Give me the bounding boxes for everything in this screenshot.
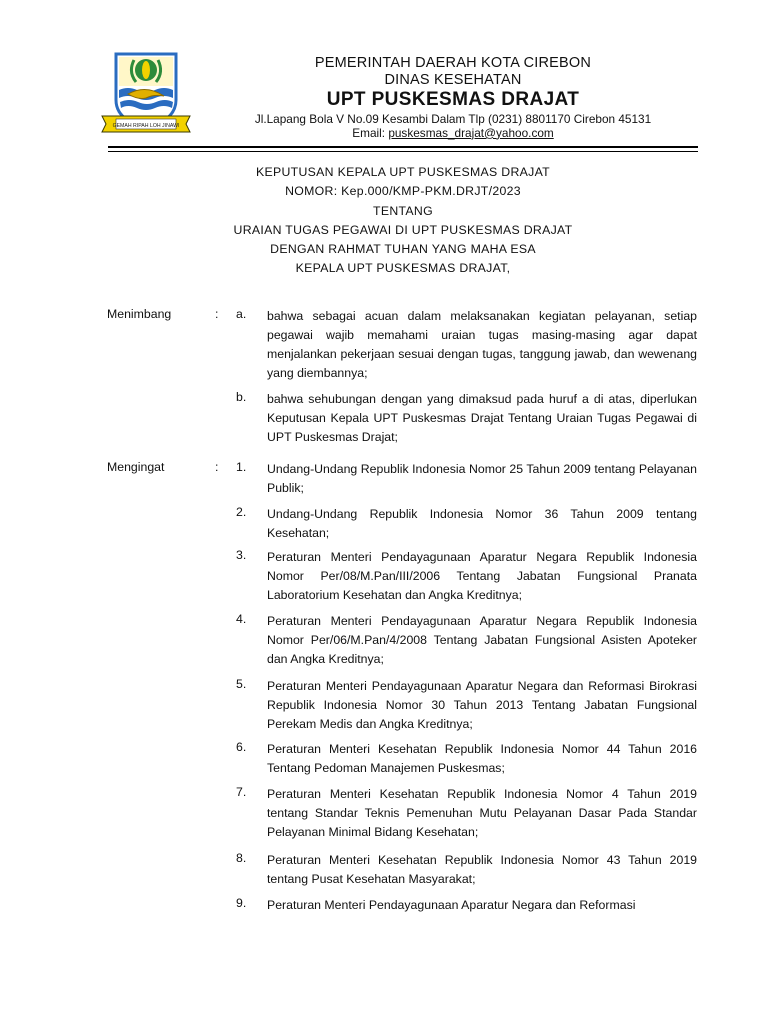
decree-title (108, 163, 698, 279)
item-text: Peraturan Menteri Pendayagunaan Aparatur Negara Republik Indonesia Nomor Per/06/M.Pan/4/2008 Tentang Jabatan Fungsional Asisten Apoteker dan Angka Kreditnya; (267, 614, 697, 666)
item-number: 2. (236, 505, 247, 519)
email-link[interactable]: puskesmas_drajat@yahoo.com (388, 125, 554, 140)
item-text: Peraturan Menteri Pendayagunaan Aparatur Negara dan Reformasi Birokrasi Republik Indonesia Nomor 30 Tahun 2013 Tentang Jabatan Fungsional Perekam Medis dan Angka Kreditnya; (267, 679, 697, 731)
item-text: Undang-Undang Republik Indonesia Nomor 36 Tahun 2009 tentang Kesehatan; (267, 507, 697, 540)
item-number: 4. (236, 612, 247, 626)
item-number: 1. (236, 460, 247, 474)
item-text: bahwa sehubungan dengan yang dimaksud pada huruf a di atas, diperlukan Keputusan Kepala UPT Puskesmas Drajat Tentang Uraian Tugas Pegawai di UPT Puskesmas Drajat; (267, 392, 697, 444)
item-number: 8. (236, 851, 247, 865)
decree-subject: URAIAN TUGAS PEGAWAI DI UPT PUSKESMAS DRAJAT (233, 222, 573, 237)
letterhead-address: Jl.Lapang Bola V No.09 Kesambi Dalam Tlp (0231) 8801170 Cirebon 45131 (254, 112, 652, 127)
logo-motto-text: GEMAH RIPAH LOH JINAWI (112, 122, 180, 129)
item-number: 7. (236, 785, 247, 799)
item-text: Peraturan Menteri Pendayagunaan Aparatur Negara Republik Indonesia Nomor Per/08/M.Pan/III/2006 Tentang Jabatan Fungsional Pranata Laboratorium Kesehatan dan Angka Kreditnya; (267, 550, 697, 602)
letterhead-divider-thin (108, 151, 698, 152)
section-colon: : (215, 307, 219, 321)
letterhead (216, 55, 690, 140)
email-label: Email: (352, 125, 389, 140)
item-number: 3. (236, 548, 247, 562)
item-text: Peraturan Menteri Pendayagunaan Aparatur Negara dan Reformasi (267, 898, 636, 912)
letterhead-government: PEMERINTAH DAERAH KOTA CIREBON (314, 55, 592, 71)
decree-issuer: KEPALA UPT PUSKESMAS DRAJAT, (295, 261, 511, 276)
decree-invocation: DENGAN RAHMAT TUHAN YANG MAHA ESA (270, 242, 536, 257)
letterhead-institution: UPT PUSKESMAS DRAJAT (326, 89, 580, 111)
item-text: Peraturan Menteri Kesehatan Republik Indonesia Nomor 44 Tahun 2016 Tentang Pedoman Manajemen Puskesmas; (267, 742, 697, 775)
letterhead-divider-thick (108, 146, 698, 148)
item-text: Undang-Undang Republik Indonesia Nomor 25 Tahun 2009 tentang Pelayanan Publik; (267, 462, 697, 495)
item-text: bahwa sebagai acuan dalam melaksanakan kegiatan pelayanan, setiap pegawai wajib memahami uraian tugas masing-masing agar dapat menjalankan pekerjaan sesuai dengan tugas, tanggung jawab, dan wewenang yang diembannya; (267, 309, 697, 380)
section-label-menimbang: Menimbang (107, 307, 172, 321)
letterhead-email-line (216, 127, 690, 141)
decree-tentang: TENTANG (373, 203, 433, 218)
item-text: Peraturan Menteri Kesehatan Republik Indonesia Nomor 4 Tahun 2019 tentang Standar Teknis Pemenuhan Mutu Pelayanan Dasar Pada Standar Pelayanan Minimal Bidang Kesehatan; (267, 787, 697, 839)
item-number: 9. (236, 896, 247, 910)
section-colon: : (215, 460, 219, 474)
section-label-mengingat: Mengingat (107, 460, 165, 474)
item-text: Peraturan Menteri Kesehatan Republik Indonesia Nomor 43 Tahun 2019 tentang Pusat Kesehatan Masyarakat; (267, 853, 697, 886)
cirebon-city-emblem-logo (98, 50, 194, 136)
item-number: 6. (236, 740, 247, 754)
decree-heading: KEPUTUSAN KEPALA UPT PUSKESMAS DRAJAT (255, 165, 550, 179)
item-letter: a. (236, 307, 247, 321)
item-letter: b. (236, 390, 247, 404)
letterhead-department: DINAS KESEHATAN (384, 71, 522, 88)
item-number: 5. (236, 677, 247, 691)
decree-number: NOMOR: Kep.000/KMP-PKM.DRJT/2023 (285, 184, 521, 199)
